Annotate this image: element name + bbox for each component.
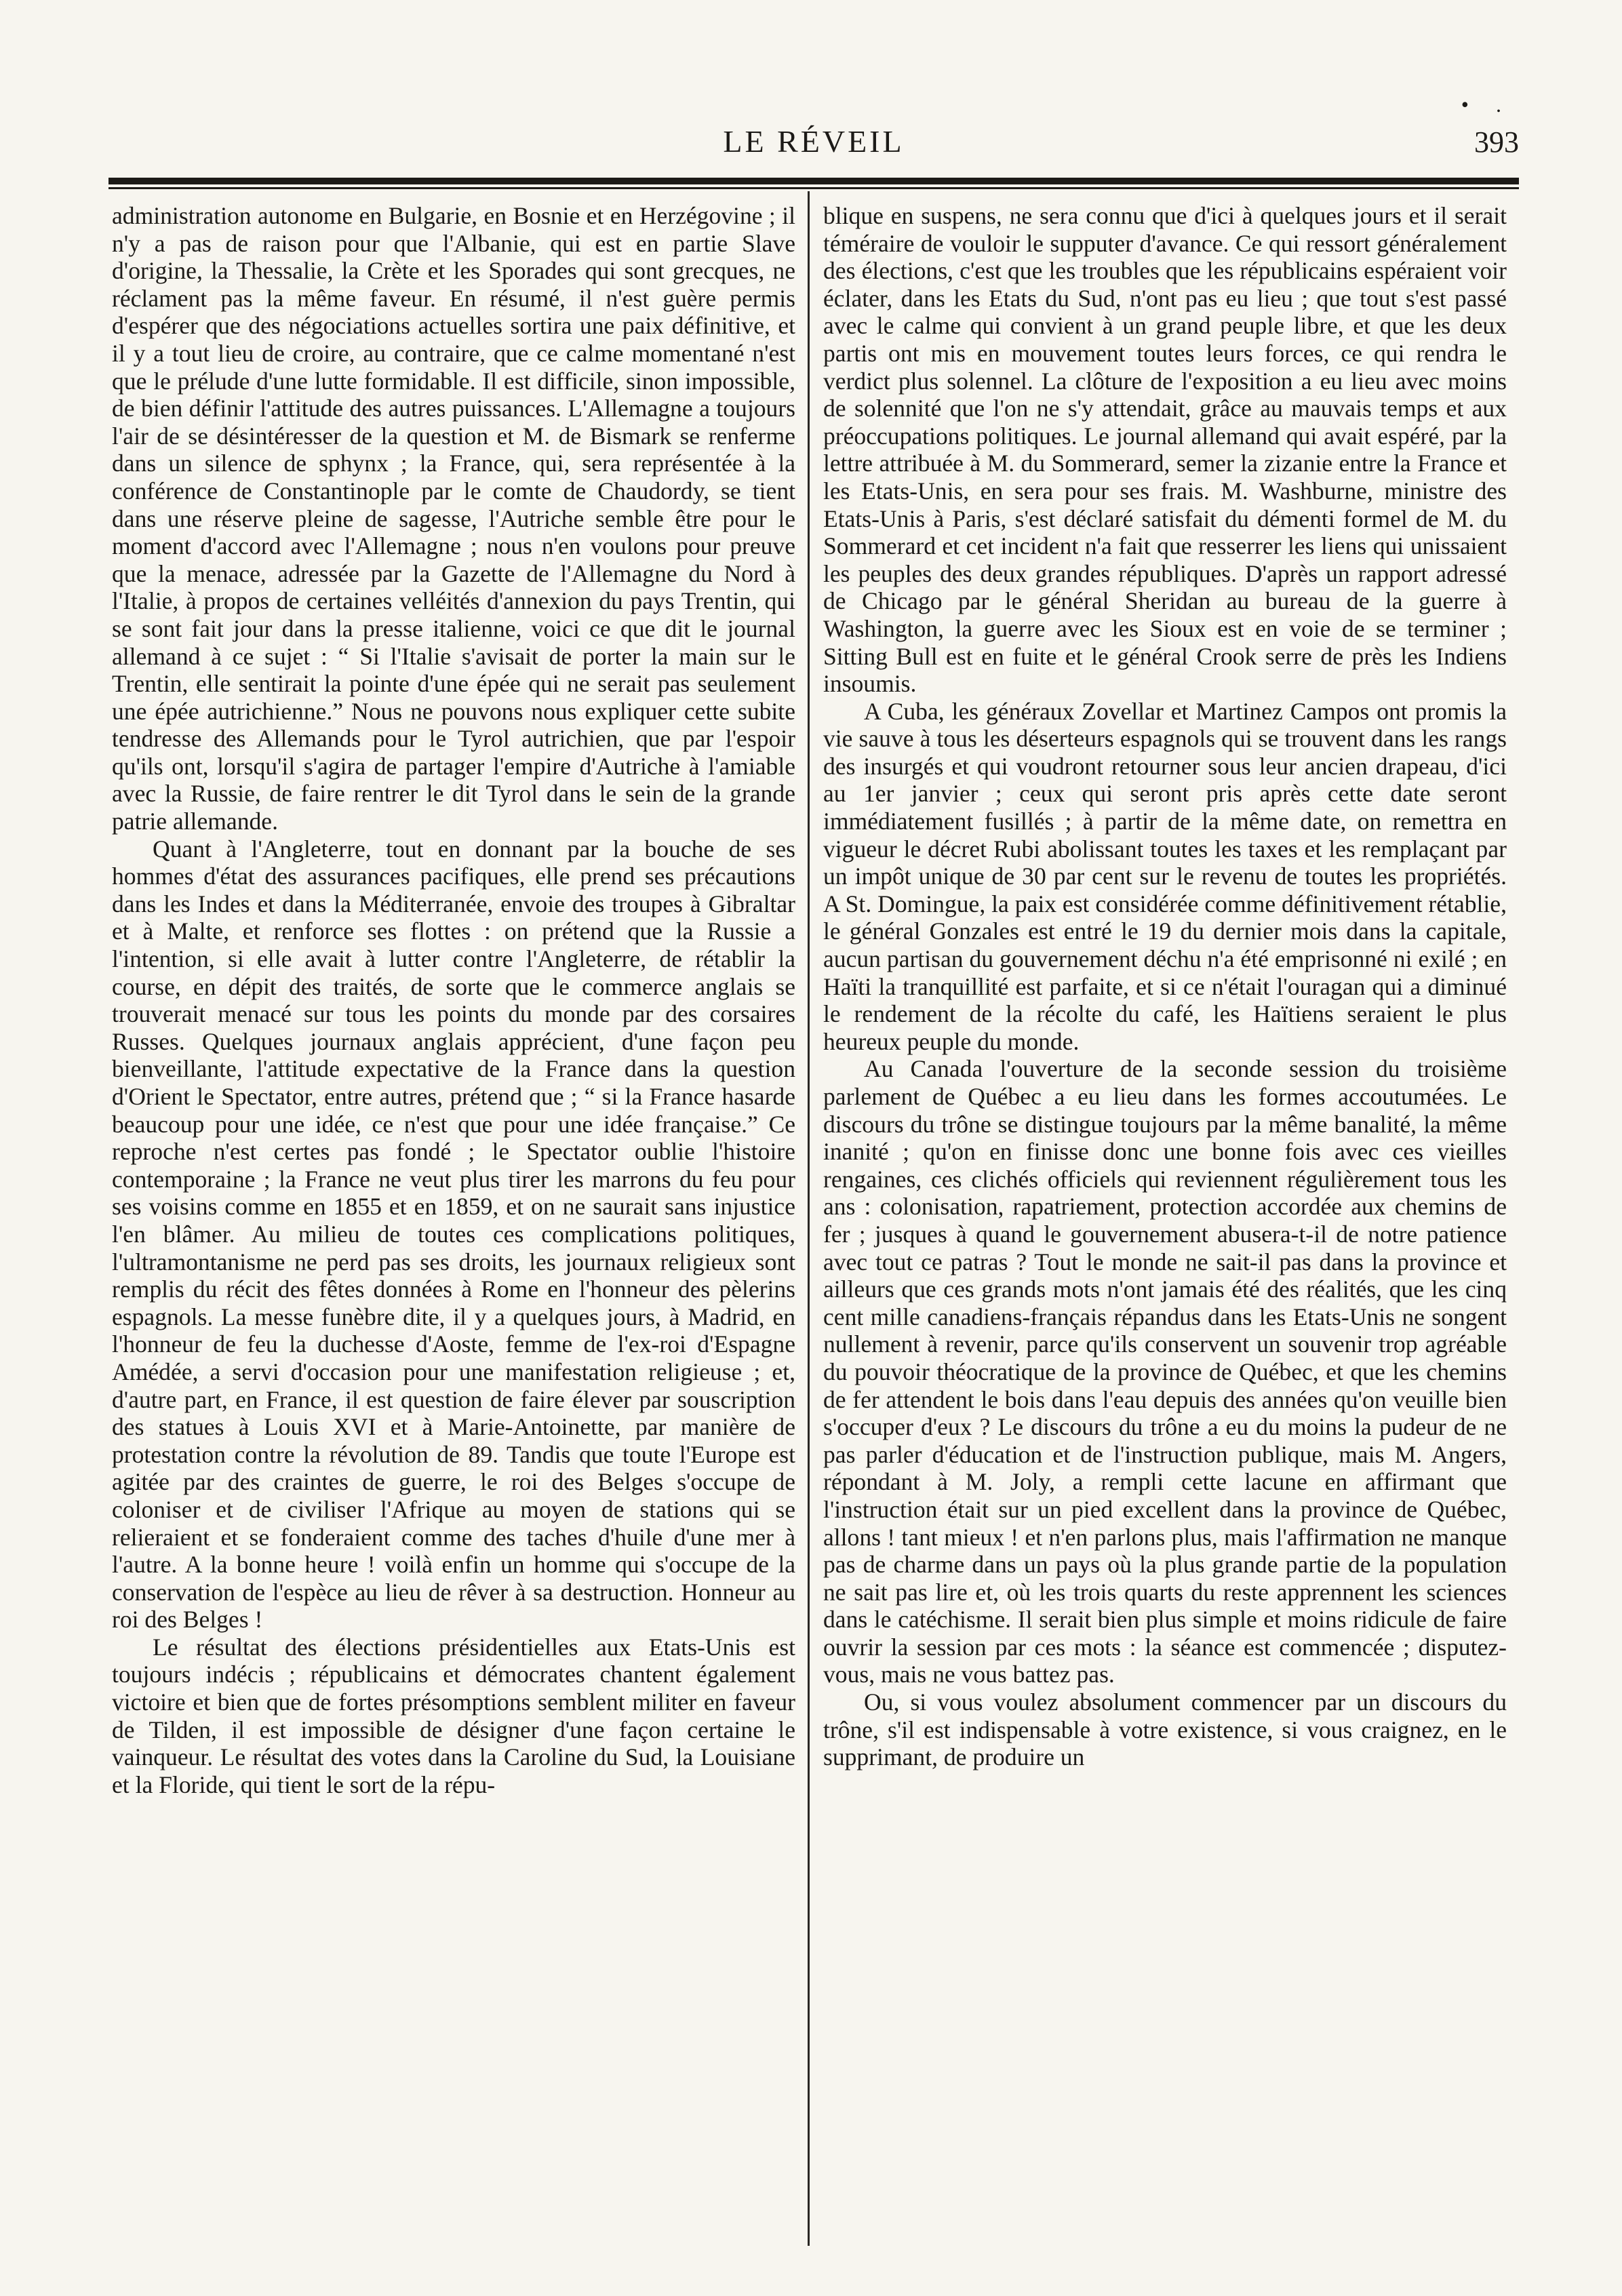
right-column bbox=[823, 202, 1507, 2250]
left-column bbox=[112, 202, 795, 2250]
column-divider bbox=[808, 191, 810, 2246]
running-title: LE RÉVEIL bbox=[723, 124, 905, 159]
header-rule-thin bbox=[108, 187, 1519, 189]
paragraph: administration autonome en Bulgarie, en Bosnie et en Herzégovine ; il n'y a pas de raison pour que l'Albanie, qui est en partie Slave d'origine, la Thessalie, la Crète et les Sporades qui sont grecques, ne réclament pas la même faveur. En résumé, il n'est guère permis d'espérer que des négociations actuelles sortira une paix définitive, et il y a tout lieu de croire, au contraire, que ce calme momentané n'est que le prélude d'une lutte formidable. Il est difficile, sinon impossible, de bien définir l'attitude des autres puissances. L'Allemagne a toujours l'air de se désintéresser de la question et M. de Bismark se renferme dans un silence de sphynx ; la France, qui, sera représentée à la conférence de Constantinople par le comte de Chaudordy, se tient dans une réserve pleine de sagesse, l'Autriche semble être pour le moment d'accord avec l'Allemagne ; nous n'en voulons pour preuve que la menace, adressée par la Gazette de l'Allemagne du Nord à l'Italie, à propos de certaines velléités d'annexion du pays Trentin, qui se sont fait jour dans la presse italienne, voici ce que dit le journal allemand à ce sujet : “ Si l'Italie s'avisait de porter la main sur le Trentin, elle sentirait la pointe d'une épée qui ne serait pas seulement une épée autrichienne.” Nous ne pouvons nous expliquer cette subite tendresse des Allemands pour le Tyrol autrichien, que par l'espoir qu'ils ont, lorsqu'il s'agira de partager l'empire d'Autriche à l'amiable avec la Russie, de faire rentrer le dit Tyrol dans le sein de la grande patrie allemande. bbox=[112, 202, 795, 835]
page-header bbox=[108, 92, 1519, 171]
paragraph: blique en suspens, ne sera connu que d'ici à quelques jours et il serait téméraire de vouloir le supputer d'avance. Ce qui ressort généralement des élections, c'est que les troubles que les républicains espéraient voir éclater, dans les Etats du Sud, n'ont pas eu lieu ; que tout s'est passé avec le calme qui convient à un grand peuple libre, et que les deux partis ont mis en mouvement toutes leurs forces, ce qui rendra le verdict plus solennel. La clôture de l'exposition a eu lieu avec moins de solennité que l'on ne s'y attendait, grâce au mauvais temps et aux préoccupations politiques. Le journal allemand qui avait espéré, par la lettre attribuée à M. du Sommerard, semer la zizanie entre la France et les Etats-Unis, en sera pour ses frais. M. Washburne, ministre des Etats-Unis à Paris, s'est déclaré satisfait du démenti formel de M. du Sommerard et cet incident n'a fait que resserrer les liens qui unissaient les peuples des deux grandes républiques. D'après un rapport adressé de Chicago par le général Sheridan au bureau de la guerre à Washington, la guerre avec les Sioux est en voie de se terminer ; Sitting Bull est en fuite et le général Crook serre de près les Indiens insoumis. bbox=[823, 202, 1507, 698]
paragraph: Ou, si vous voulez absolument commencer par un discours du trône, s'il est indispensable à votre existence, si vous craignez, en le supprimant, de produire un bbox=[823, 1688, 1507, 1771]
paragraph: Au Canada l'ouverture de la seconde session du troisième parlement de Québec a eu lieu dans les formes accoutumées. Le discours du trône se distingue toujours par la même banalité, la même inanité ; qu'on en finisse donc une bonne fois avec ces vieilles rengaines, ces clichés officiels qui reviennent régulièrement tous les ans : colonisation, rapatriement, protection accordée aux chemins de fer ; jusques à quand le gouvernement abusera-t-il de notre patience avec tout ce patras ? Tout le monde ne sait-il pas dans la province et ailleurs que ces grands mots n'ont jamais été des réalités, que les cinq cent mille canadiens-français répandus dans les Etats-Unis ne songent nullement à revenir, parce qu'ils conservent un souvenir trop agréable du pouvoir théocratique de la province de Québec, et que les chemins de fer attendent le bois dans l'eau depuis des années qu'on veuille bien s'occuper d'eux ? Le discours du trône a eu du moins la pudeur de ne pas parler d'éducation et de l'instruction publique, mais M. Angers, répondant à M. Joly, a rempli cette lacune en affirmant que l'instruction était sur un pied excellent dans la province de Québec, allons ! tant mieux ! et n'en parlons plus, mais l'affirmation ne manque pas de charme dans un pays où la plus grande partie de la population ne sait pas lire et, où les trois quarts du reste apprennent les sciences dans le catéchisme. Il serait bien plus simple et moins ridicule de faire ouvrir la session par ces mots : la séance est commencée ; disputez-vous, mais ne vous battez pas. bbox=[823, 1055, 1507, 1688]
page-number: 393 bbox=[1474, 125, 1519, 159]
header-dots: • . bbox=[1461, 92, 1512, 117]
paragraph: Le résultat des élections présidentielles aux Etats-Unis est toujours indécis ; républicains et démocrates chantent également victoire et bien que de fortes présomptions semblent militer en faveur de Tilden, il est impossible de désigner d'une façon certaine le vainqueur. Le résultat des votes dans la Caroline du Sud, la Louisiane et la Floride, qui tient le sort de la répu- bbox=[112, 1633, 795, 1798]
paragraph: A Cuba, les généraux Zovellar et Martinez Campos ont promis la vie sauve à tous les déserteurs espagnols qui se trouvent dans les rangs des insurgés et qui voudront retourner sous leur ancien drapeau, d'ici au 1er janvier ; ceux qui seront pris après cette date seront immédiatement fusillés ; à partir de la même date, on remettra en vigueur le décret Rubi abolissant toutes les taxes et les remplaçant par un impôt unique de 30 par cent sur le revenu de toutes les propriétés. A St. Domingue, la paix est considérée comme définitivement rétablie, le général Gonzales est entré le 19 du dernier mois dans la capitale, aucun partisan du gouvernement déchu n'a été emprisonné ni exilé ; en Haïti la tranquillité est parfaite, et si ce n'était l'ouragan qui a diminué le rendement de la récolte du café, les Haïtiens seraient le plus heureux peuple du monde. bbox=[823, 697, 1507, 1055]
paragraph: Quant à l'Angleterre, tout en donnant par la bouche de ses hommes d'état des assurances pacifiques, elle prend ses précautions dans les Indes et dans la Méditerranée, envoie des troupes à Gibraltar et à Malte, et renforce ses flottes : on prétend que la Russie a l'intention, si elle avait à lutter contre l'Angleterre, de rétablir la course, en dépit des traités, de sorte que le commerce anglais se trouverait menacé sur tous les points du monde par des corsaires Russes. Quelques journaux anglais apprécient, d'une façon peu bienveillante, l'attitude expectative de la France dans la question d'Orient le Spectator, entre autres, prétend que ; “ si la France hasarde beaucoup pour une idée, ce n'est que pour une idée française.” Ce reproche n'est certes pas fondé ; le Spectator oublie l'histoire contemporaine ; la France ne veut plus tirer les marrons du feu pour ses voisins comme en 1855 et en 1859, et on ne saurait sans injustice l'en blâmer. Au milieu de toutes ces complications politiques, l'ultramontanisme ne perd pas ses droits, les journaux religieux sont remplis du récit des fêtes données à Rome en l'honneur des pèlerins espagnols. La messe funèbre dite, il y a quelques jours, à Madrid, en l'honneur de feu la duchesse d'Aoste, femme de l'ex-roi d'Espagne Amédée, a servi d'occasion pour une manifestation religieuse ; et, d'autre part, en France, il est question de faire élever par souscription des statues à Louis XVI et à Marie-Antoinette, par manière de protestation contre la révolution de 89. Tandis que toute l'Europe est agitée par des craintes de guerre, le roi des Belges s'occupe de coloniser et de civiliser l'Afrique au moyen de stations qui se relieraient et se fonderaient comme des taches d'huile d'une mer à l'autre. A la bonne heure ! voilà enfin un homme qui s'occupe de la conservation de l'espèce au lieu de rêver à sa destruction. Honneur au roi des Belges ! bbox=[112, 835, 795, 1634]
header-rule-thick bbox=[108, 178, 1519, 184]
